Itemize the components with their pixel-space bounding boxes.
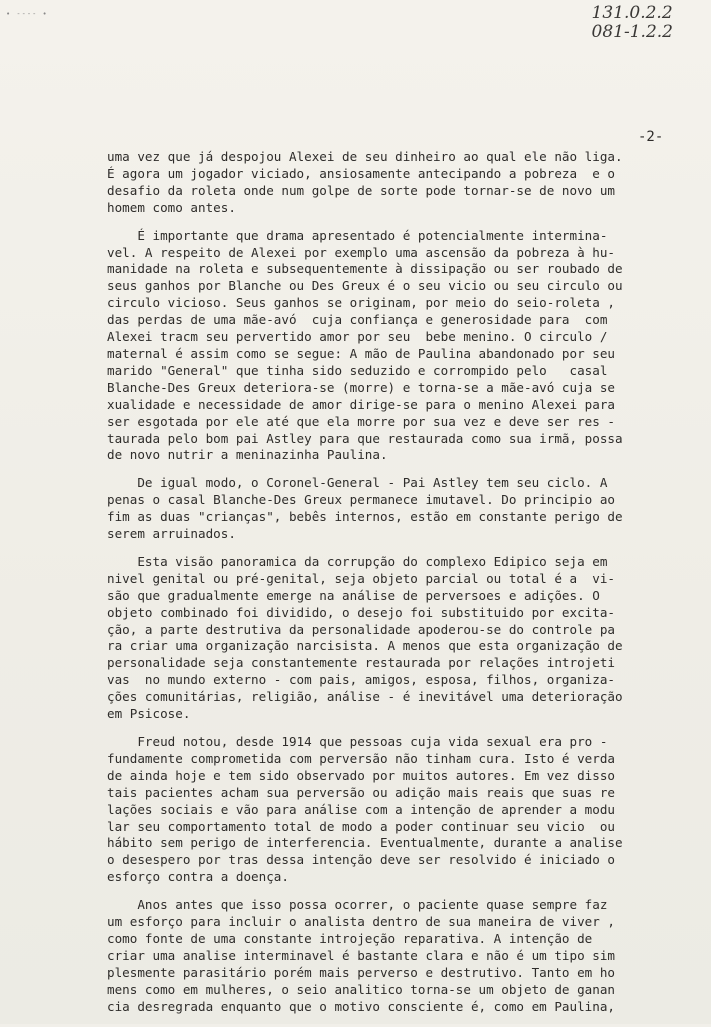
- text-line: taurada pelo bom pai Astley para que restaurada como sua irmã, possa: [107, 430, 623, 446]
- paragraph: [107, 897, 672, 1015]
- text-line: ção, a parte destrutiva da personalidade apoderou-se do controle pa: [107, 621, 615, 637]
- text-line: maternal é assim como se segue: A mão de Paulina abandonado por seu: [107, 345, 615, 361]
- text-line: xualidade e necessidade de amor dirige-se para o menino Alexei para: [107, 396, 615, 412]
- text-line: Anos antes que isso possa ocorrer, o paciente quase sempre faz: [107, 897, 608, 913]
- text-line: personalidade seja constantemente restaurada por relações introjeti: [107, 655, 615, 671]
- text-line: lações sociais e vão para análise com a intenção de aprender a modu: [107, 801, 615, 817]
- archive-code-1: 131.0.2.2: [591, 3, 673, 23]
- text-line: das perdas de uma mãe-avó cuja confiança e generosidade para com: [107, 312, 608, 328]
- text-line: o desespero por tras dessa intenção deve ser resolvido é iniciado o: [107, 852, 615, 868]
- text-line: nivel genital ou pré-genital, seja objeto parcial ou total é a vi-: [107, 570, 615, 586]
- text-line: mens como em mulheres, o seio analitico torna-se um objeto de ganan: [107, 981, 615, 997]
- text-line: penas o casal Blanche-Des Greux permanece imutavel. Do principio ao: [107, 492, 615, 508]
- archive-code-2: 081-1.2.2: [591, 22, 673, 42]
- text-line: hábito sem perigo de interferencia. Eventualmente, durante a analise: [107, 835, 623, 851]
- text-line: É agora um jogador viciado, ansiosamente antecipando a pobreza e o: [107, 165, 615, 181]
- text-line: vas no mundo externo - com pais, amigos, esposa, filhos, organiza-: [107, 672, 615, 688]
- paragraph: [107, 554, 672, 723]
- text-line: cia desregrada enquanto que o motivo consciente é, como em Paulina,: [107, 998, 615, 1014]
- text-line: marido "General" que tinha sido seduzido e corrompido pelo casal: [107, 362, 608, 378]
- text-line: serem arruinados.: [107, 526, 236, 542]
- document-body: [107, 149, 672, 1027]
- paragraph: [107, 475, 672, 543]
- paragraph: [107, 149, 672, 217]
- text-line: em Psicose.: [107, 706, 191, 722]
- text-line: lar seu comportamento total de modo a poder continuar seu vicio ou: [107, 818, 615, 834]
- text-line: de ainda hoje e tem sido observado por muitos autores. Em vez disso: [107, 767, 615, 783]
- text-line: homem como antes.: [107, 199, 236, 215]
- text-line: tais pacientes acham sua perversão ou adição mais reais que suas re: [107, 784, 615, 800]
- text-line: É importante que drama apresentado é potencialmente intermina-: [107, 227, 608, 243]
- text-line: como fonte de uma constante introjeção reparativa. A intenção de: [107, 930, 593, 946]
- text-line: objeto combinado foi dividido, o desejo foi substituido por excita-: [107, 604, 615, 620]
- text-line: ser esgotada por ele até que ela morre por sua vez e deve ser res -: [107, 413, 615, 429]
- text-line: Blanche-Des Greux deteriora-se (morre) e torna-se a mãe-avó cuja se: [107, 379, 615, 395]
- text-line: seus ganhos por Blanche ou Des Greux é o seu vicio ou seu circulo ou: [107, 278, 623, 294]
- text-line: fim as duas "crianças", bebês internos, estão em constante perigo de: [107, 509, 623, 525]
- text-line: manidade na roleta e subsequentemente à dissipação ou ser roubado de: [107, 261, 623, 277]
- text-line: ções comunitárias, religião, análise - é inevitável uma deterioração: [107, 689, 623, 705]
- paragraph: [107, 228, 672, 465]
- text-line: plesmente parasitário porém mais perverso e destrutivo. Tanto em ho: [107, 964, 615, 980]
- text-line: Alexei tracm seu pervertido amor por seu bebe menino. O circulo /: [107, 329, 608, 345]
- text-line: De igual modo, o Coronel-General - Pai Astley tem seu ciclo. A: [107, 475, 608, 491]
- page-number: -2-: [638, 129, 664, 145]
- text-line: fundamente comprometida com perversão não tinham cura. Isto é verda: [107, 750, 615, 766]
- text-line: uma vez que já despojou Alexei de seu dinheiro ao qual ele não liga.: [107, 149, 623, 164]
- text-line: desafio da roleta onde num golpe de sorte pode tornar-se de novo um: [107, 182, 615, 198]
- text-line: Freud notou, desde 1914 que pessoas cuja vida sexual era pro -: [107, 734, 608, 749]
- text-line: ra criar uma organização narcisista. A menos que esta organização de: [107, 638, 623, 654]
- hole-marks: • ---- •: [6, 10, 48, 18]
- text-line: vel. A respeito de Alexei por exemplo uma ascensão da pobreza à hu-: [107, 244, 615, 260]
- archive-stamp: [592, 4, 673, 42]
- text-line: criar uma analise interminavel é bastante clara e não é um tipo sim: [107, 947, 615, 963]
- paragraph: [107, 734, 672, 886]
- text-line: são que gradualmente emerge na análise de perversoes e adições. O: [107, 587, 600, 603]
- text-line: um esforço para incluir o analista dentro de sua maneira de viver ,: [107, 914, 615, 930]
- text-line: circulo vicioso. Seus ganhos se originam, por meio do seio-roleta ,: [107, 295, 615, 311]
- text-line: de novo nutrir a meninazinha Paulina.: [107, 447, 388, 463]
- text-line: Esta visão panoramica da corrupção do complexo Edipico seja em: [107, 553, 608, 569]
- text-line: esforço contra a doença.: [107, 869, 289, 885]
